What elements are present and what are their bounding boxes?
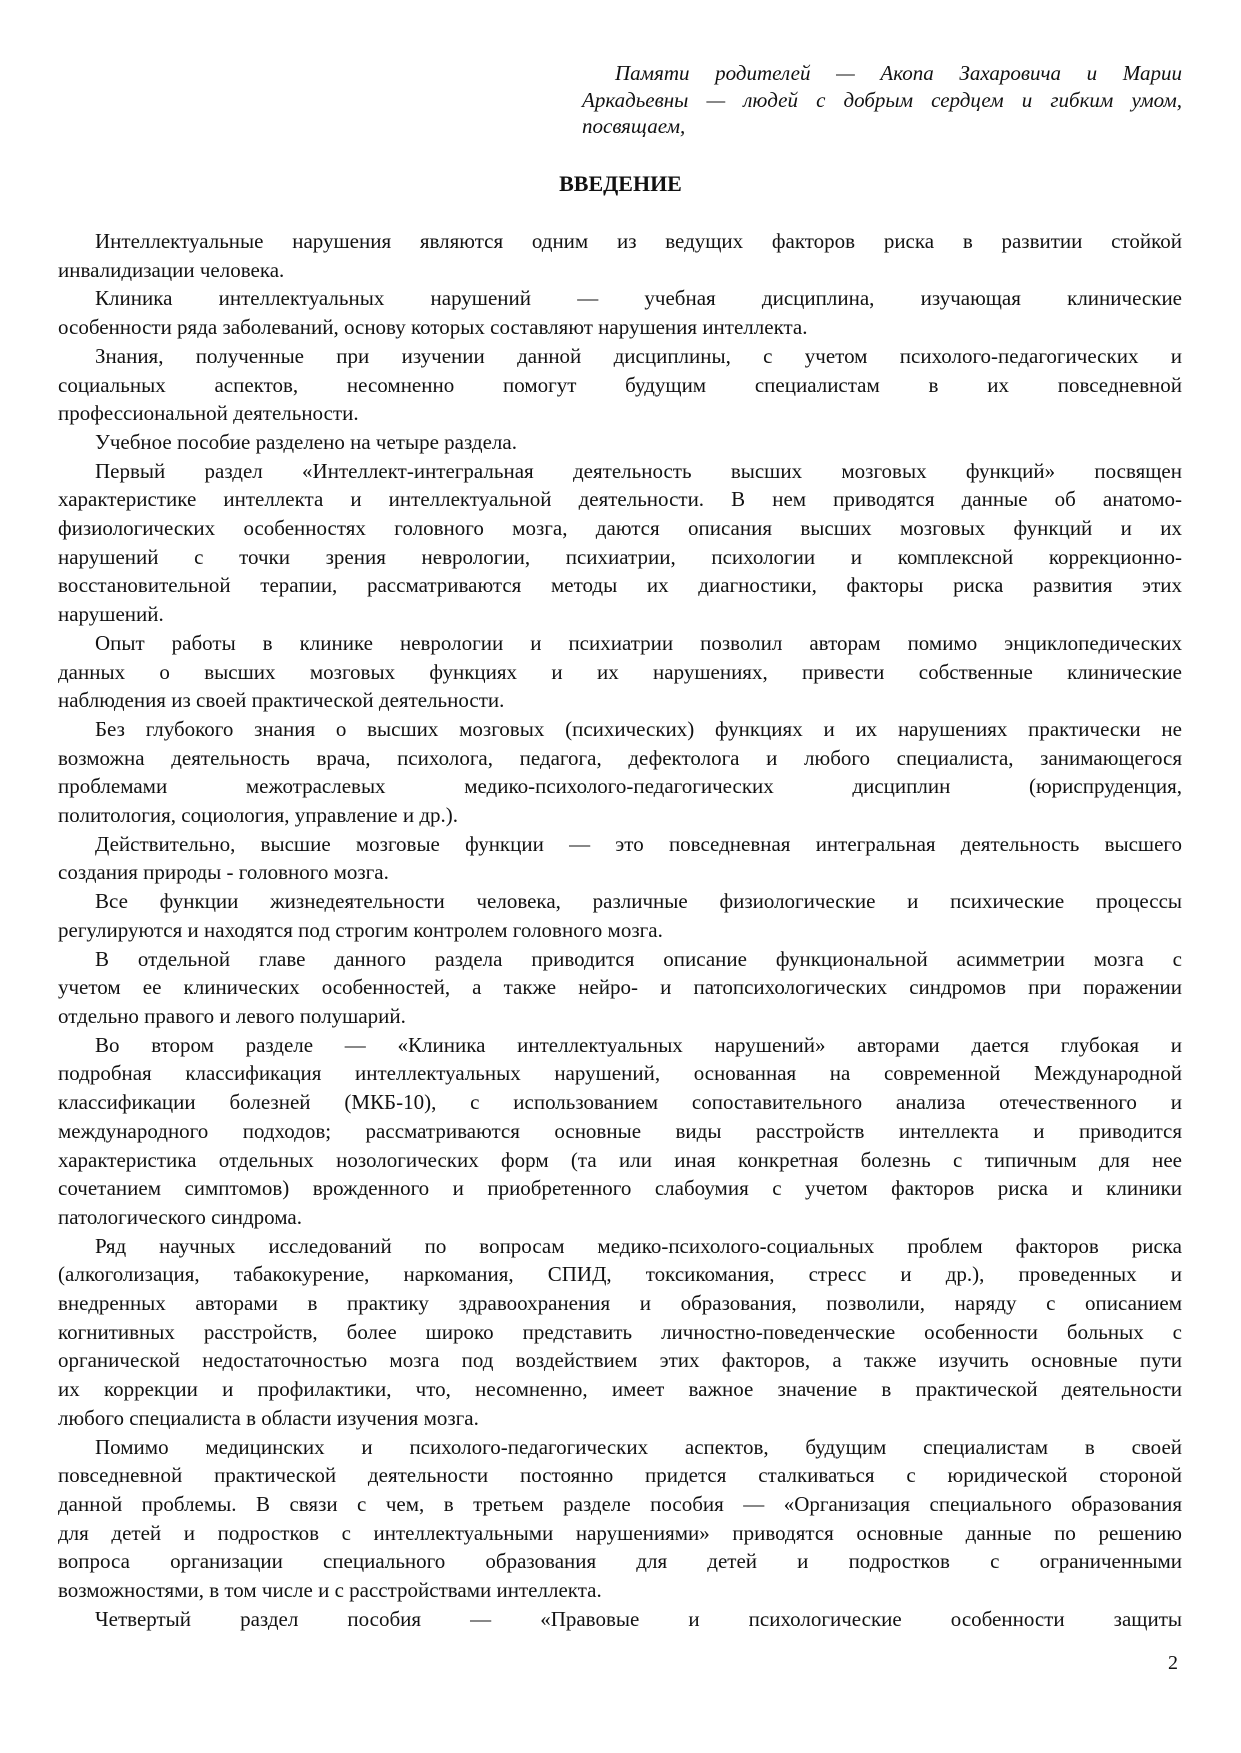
paragraph-line: данных о высших мозговых функциях и их нарушениях, привести собственные клинические: [58, 659, 1182, 684]
paragraph-line: создания природы - головного мозга.: [58, 860, 389, 885]
paragraph-line: наблюдения из своей практической деятельности.: [58, 688, 505, 713]
paragraph: [58, 1232, 1182, 1433]
paragraph-line: социальных аспектов, несомненно помогут будущим специалистам в их повседневной: [58, 372, 1182, 397]
paragraph: [58, 715, 1182, 830]
paragraph-line: инвалидизации человека.: [58, 257, 285, 282]
paragraph-line: Клиника интеллектуальных нарушений — учебная дисциплина, изучающая клинические: [95, 286, 1182, 311]
paragraph: [58, 342, 1182, 428]
paragraph-line: любого специалиста в области изучения мозга.: [58, 1405, 479, 1430]
paragraph: [58, 1433, 1182, 1605]
paragraph-line: нарушений.: [58, 602, 164, 627]
paragraph: [58, 428, 1182, 457]
paragraph-line: Помимо медицинских и психолого-педагогических аспектов, будущим специалистам в своей: [95, 1434, 1182, 1459]
paragraph: [58, 227, 1182, 284]
paragraph-line: физиологических особенностях головного мозга, даются описания высших мозговых функций и их: [58, 516, 1182, 541]
paragraph-line: Ряд научных исследований по вопросам медико-психолого-социальных проблем факторов риска: [95, 1233, 1182, 1258]
paragraph: [58, 1031, 1182, 1232]
paragraph-line: характеристике интеллекта и интеллектуальной деятельности. В нем приводятся данные об анатомо-: [58, 487, 1182, 512]
paragraph: [58, 629, 1182, 715]
paragraph-line: нарушений с точки зрения неврологии, психиатрии, психологии и комплексной коррекционно-: [58, 544, 1182, 569]
paragraph-line: международного подходов; рассматриваются основные виды расстройств интеллекта и приводится: [58, 1118, 1182, 1143]
paragraph: [58, 830, 1182, 887]
paragraph-line: возможностями, в том числе и с расстройствами интеллекта.: [58, 1578, 602, 1603]
paragraph-line: Интеллектуальные нарушения являются одним из ведущих факторов риска в развитии стойкой: [95, 229, 1182, 253]
paragraph: [58, 457, 1182, 629]
paragraph-line: Во втором разделе — «Клиника интеллектуальных нарушений» авторами дается глубокая и: [95, 1032, 1182, 1057]
paragraph-line: отдельно правого и левого полушарий.: [58, 1003, 406, 1028]
paragraph-line: классификации болезней (МКБ-10), с использованием сопоставительного анализа отечественного и: [58, 1090, 1182, 1115]
paragraph-line: для детей и подростков с интеллектуальными нарушениями» приводятся основные данные по решению: [58, 1520, 1182, 1545]
paragraph-line: подробная классификация интеллектуальных нарушений, основанная на современной Международной: [58, 1061, 1182, 1086]
paragraph-line: Без глубокого знания о высших мозговых (психических) функциях и их нарушениях практически не: [95, 716, 1182, 741]
paragraph-line: Знания, полученные при изучении данной дисциплины, с учетом психолого-педагогических и: [95, 343, 1182, 368]
paragraph-line: Четвертый раздел пособия — «Правовые и психологические особенности защиты: [95, 1606, 1182, 1631]
paragraph-line: Опыт работы в клинике неврологии и психиатрии позволил авторам помимо энциклопедических: [95, 630, 1182, 655]
paragraph-line: регулируются и находятся под строгим контролем головного мозга.: [58, 917, 663, 942]
paragraph-line: политология, социология, управление и др.).: [58, 803, 459, 828]
page-title: ВВЕДЕНИЕ: [559, 171, 682, 196]
paragraph-line: профессиональной деятельности.: [58, 401, 359, 426]
paragraph: [58, 887, 1182, 944]
paragraph-line: повседневной практической деятельности постоянно придется сталкиваться с юридической стороной: [58, 1463, 1182, 1488]
paragraph-line: Действительно, высшие мозговые функции — это повседневная интегральная деятельность высшего: [95, 831, 1182, 856]
paragraph-line: учетом ее клинических особенностей, а также нейро- и патопсихологических синдромов при поражении: [58, 975, 1182, 1000]
paragraph-line: Учебное пособие разделено на четыре раздела.: [95, 429, 517, 454]
paragraph-line: вопроса организации специального образования для детей и подростков с ограниченными: [58, 1549, 1182, 1574]
paragraph-line: когнитивных расстройств, более широко представить личностно-поведенческие особенности больных с: [58, 1319, 1182, 1344]
paragraph: [58, 945, 1182, 1031]
paragraph-line: характеристика отдельных нозологических форм (та или иная конкретная болезнь с типичным для нее: [58, 1147, 1182, 1172]
paragraph-line: их коррекции и профилактики, что, несомненно, имеет важное значение в практической деятельности: [58, 1377, 1182, 1402]
paragraph-line: восстановительной терапии, рассматриваются методы их диагностики, факторы риска развития этих: [58, 573, 1182, 598]
paragraph: [58, 284, 1182, 341]
paragraph: [58, 1605, 1182, 1634]
epigraph-line: посвящаем,: [582, 114, 686, 138]
paragraph-line: проблемами межотраслевых медико-психолого-педагогических дисциплин (юриспруденция,: [58, 774, 1182, 799]
document-body: [58, 227, 1182, 1633]
paragraph-line: сочетанием симптомов) врожденного и приобретенного слабоумия с учетом факторов риска и клиники: [58, 1176, 1182, 1201]
paragraph-line: возможна деятельность врача, психолога, педагога, дефектолога и любого специалиста, занимающегося: [58, 745, 1182, 770]
paragraph-line: В отдельной главе данного раздела приводится описание функциональной асимметрии мозга с: [95, 946, 1182, 971]
epigraph-line: Аркадьевны — людей с добрым сердцем и гибким умом,: [582, 87, 1182, 112]
dedication-epigraph: [582, 60, 1182, 140]
paragraph-line: Первый раздел «Интеллект-интегральная деятельность высших мозговых функций» посвящен: [95, 458, 1182, 483]
paragraph-line: (алкоголизация, табакокурение, наркомания, СПИД, токсикомания, стресс и др.), проведенных и: [58, 1262, 1182, 1287]
paragraph-line: Все функции жизнедеятельности человека, различные физиологические и психические процессы: [95, 889, 1182, 914]
paragraph-line: особенности ряда заболеваний, основу которых составляют нарушения интеллекта.: [58, 315, 808, 340]
paragraph-line: органической недостаточностью мозга под воздействием этих факторов, а также изучить основные пути: [58, 1348, 1182, 1373]
paragraph-line: патологического синдрома.: [58, 1204, 302, 1229]
page-number: 2: [1168, 1652, 1178, 1674]
epigraph-line: Памяти родителей — Акопа Захаровича и Марии: [615, 61, 1182, 85]
paragraph-line: внедренных авторами в практику здравоохранения и образования, позволили, наряду с описанием: [58, 1291, 1182, 1316]
paragraph-line: данной проблемы. В связи с чем, в третьем разделе пособия — «Организация специального образования: [58, 1491, 1182, 1516]
